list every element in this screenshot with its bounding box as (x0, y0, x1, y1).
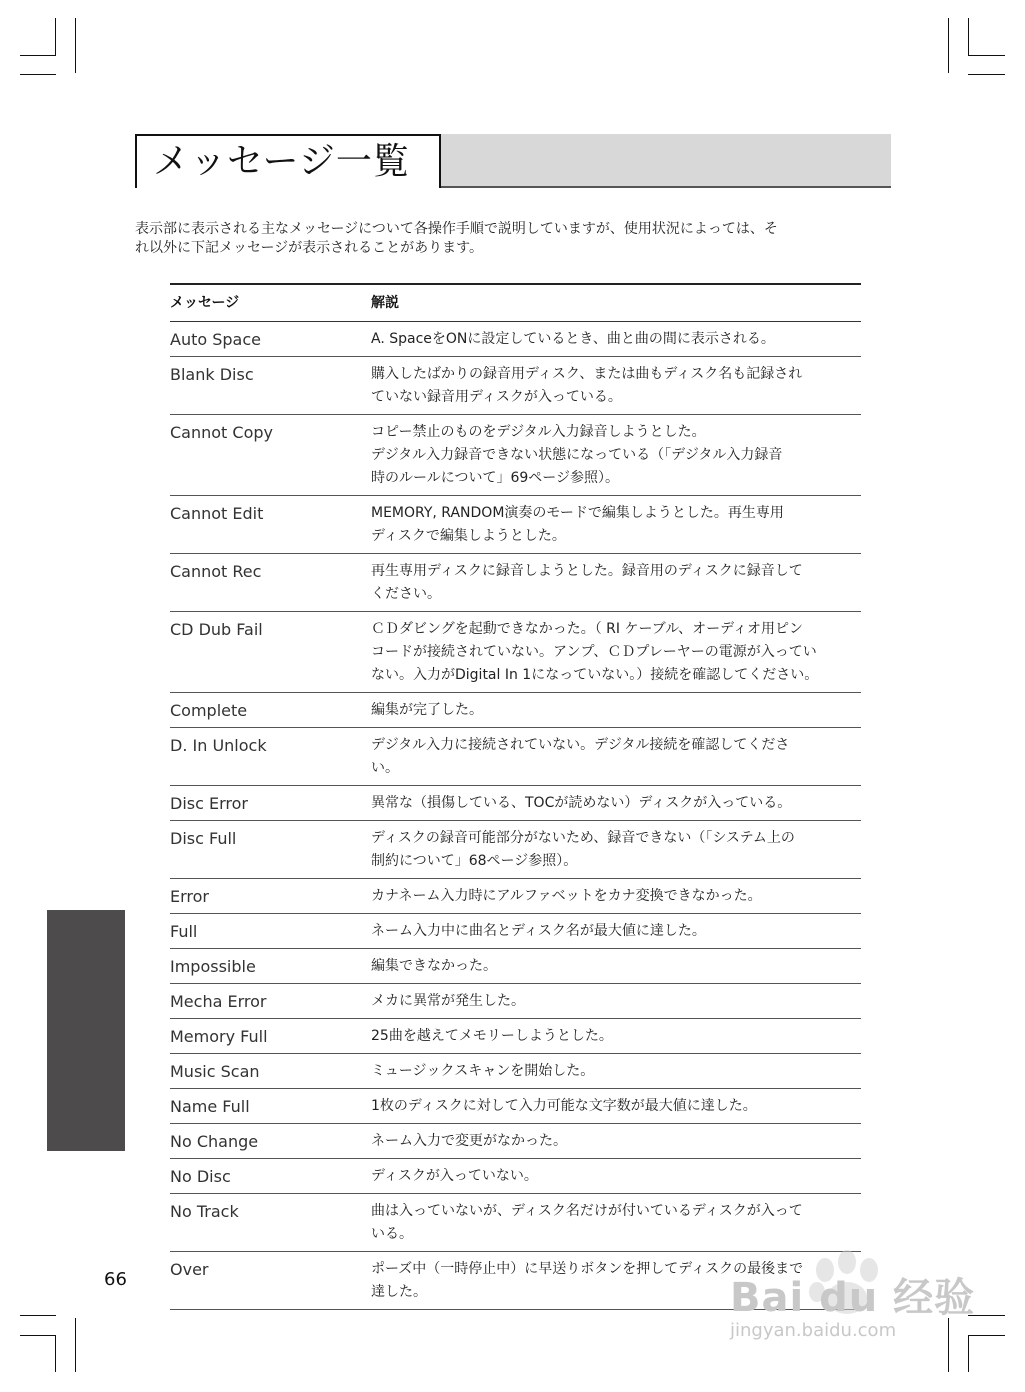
message-cell: No Change (170, 1132, 259, 1151)
crop-mark (55, 1335, 56, 1372)
crop-mark (20, 1335, 56, 1336)
table-row (170, 357, 861, 415)
message-cell: Memory Full (170, 1027, 268, 1046)
description-cell (371, 792, 861, 815)
table-row (170, 322, 861, 357)
message-cell: CD Dub Fail (170, 620, 263, 639)
message-cell: Music Scan (170, 1062, 260, 1081)
table-row (170, 914, 861, 949)
description-cell (371, 502, 861, 548)
crop-mark (968, 74, 1005, 75)
table-row (170, 984, 861, 1019)
description-line: ディスクの録音可能部分がないため、録音できない（「システム上の (371, 830, 795, 846)
description-line: 曲は入っていないが、ディスク名だけが付いているディスクが入って (371, 1203, 803, 1219)
description-cell (371, 955, 861, 978)
description-line: 編集できなかった。 (371, 958, 497, 974)
intro-line: 表示部に表示される主なメッセージについて各操作手順で説明していますが、使用状況によっては、そ (135, 221, 778, 237)
description-line: ミュージックスキャンを開始した。 (371, 1063, 595, 1079)
description-cell (371, 421, 861, 490)
table-header (170, 285, 861, 322)
table-row (170, 879, 861, 914)
intro-paragraph (135, 220, 895, 258)
table-row (170, 728, 861, 786)
description-cell (371, 1060, 861, 1083)
description-cell (371, 885, 861, 908)
description-cell (371, 363, 861, 409)
section-tab (47, 910, 125, 1151)
message-cell: Full (170, 922, 198, 941)
description-line: ネーム入力で変更がなかった。 (371, 1133, 567, 1149)
table-row (170, 612, 861, 693)
description-line: ていない録音用ディスクが入っている。 (371, 389, 622, 405)
table-row (170, 1159, 861, 1194)
message-cell: No Disc (170, 1167, 231, 1186)
table-row (170, 496, 861, 554)
message-cell: Blank Disc (170, 365, 254, 384)
description-cell (371, 1095, 861, 1118)
message-cell: Name Full (170, 1097, 250, 1116)
crop-mark (968, 18, 969, 55)
header-description: 解説 (371, 294, 399, 311)
description-cell (371, 827, 861, 873)
table-row (170, 821, 861, 879)
message-cell: No Track (170, 1202, 239, 1221)
crop-mark (75, 1318, 76, 1372)
watermark-url: jingyan.baidu.com (730, 1320, 897, 1341)
message-cell: Mecha Error (170, 992, 267, 1011)
message-table (170, 283, 861, 1310)
description-line: ネーム入力中に曲名とディスク名が最大値に達した。 (371, 923, 706, 939)
message-cell: Error (170, 887, 209, 906)
message-cell: Auto Space (170, 330, 261, 349)
description-cell (371, 1130, 861, 1153)
crop-mark (968, 1335, 1005, 1336)
description-line: 25曲を越えてメモリーしようとした。 (371, 1028, 613, 1044)
description-line: ディスクで編集しようとした。 (371, 528, 566, 544)
description-line: 時のルールについて」69ページ参照）。 (371, 470, 619, 486)
description-line: ディスクが入っていない。 (371, 1168, 538, 1184)
crop-mark (20, 1315, 56, 1316)
table-row (170, 786, 861, 821)
description-line: コードが接続されていない。アンプ、ＣＤプレーヤーの電源が入ってい (371, 644, 817, 660)
page-title: メッセージ一覧 (153, 141, 410, 182)
description-cell (371, 699, 861, 722)
table-row (170, 949, 861, 984)
description-line: い。 (371, 760, 399, 776)
header-message: メッセージ (170, 294, 240, 311)
description-line: MEMORY, RANDOM演奏のモードで編集しようとした。再生専用 (371, 505, 784, 521)
description-line: ポーズ中（一時停止中）に早送りボタンを押してディスクの最後まで (371, 1261, 804, 1277)
description-line: 再生専用ディスクに録音しようとした。録音用のディスクに録音して (371, 563, 803, 579)
message-cell: Over (170, 1260, 209, 1279)
description-line: カナネーム入力時にアルファベットをカナ変換できなかった。 (371, 888, 762, 904)
description-line: 達した。 (371, 1284, 427, 1300)
description-line: 編集が完了した。 (371, 702, 483, 718)
description-cell (371, 1025, 861, 1048)
message-cell: Cannot Copy (170, 423, 273, 442)
description-line: デジタル入力録音できない状態になっている（「デジタル入力録音 (371, 447, 783, 463)
description-line: ＣＤダビングを起動できなかった。（ RI ケーブル、オーディオ用ピン (371, 621, 803, 637)
crop-mark (20, 55, 56, 56)
message-cell: Impossible (170, 957, 256, 976)
intro-line: れ以外に下記メッセージが表示されることがあります。 (135, 240, 484, 256)
table-row (170, 554, 861, 612)
description-line: 制約について」68ページ参照）。 (371, 853, 578, 869)
table-row (170, 1054, 861, 1089)
description-cell (371, 618, 861, 687)
message-cell: Cannot Rec (170, 562, 262, 581)
message-cell: Disc Error (170, 794, 248, 813)
description-line: デジタル入力に接続されていない。デジタル接続を確認してくださ (371, 737, 790, 753)
table-row (170, 415, 861, 496)
description-line: ください。 (371, 586, 441, 602)
table-row (170, 1089, 861, 1124)
description-cell (371, 990, 861, 1013)
message-cell: Cannot Edit (170, 504, 264, 523)
description-cell (371, 560, 861, 606)
description-line: いる。 (371, 1226, 413, 1242)
page-number: 66 (104, 1269, 127, 1290)
description-cell (371, 920, 861, 943)
description-line: 購入したばかりの録音用ディスク、または曲もディスク名も記録され (371, 366, 803, 382)
description-line: ない。入力がDigital In 1になっていない。）接続を確認してください。 (371, 667, 819, 683)
message-cell: Complete (170, 701, 248, 720)
table-row (170, 693, 861, 728)
crop-mark (20, 74, 56, 75)
description-line: メカに異常が発生した。 (371, 993, 525, 1009)
title-box (135, 134, 441, 188)
title-bar (438, 134, 891, 188)
description-cell (371, 734, 861, 780)
watermark-brand: Bai du 经验 (730, 1275, 976, 1321)
description-cell (371, 1165, 861, 1188)
description-line: 異常な（損傷している、TOCが読めない）ディスクが入っている。 (371, 795, 792, 811)
message-cell: Disc Full (170, 829, 237, 848)
description-cell (371, 328, 861, 351)
message-cell: D. In Unlock (170, 736, 267, 755)
crop-mark (75, 18, 76, 73)
crop-mark (968, 1335, 969, 1372)
table-body (170, 322, 861, 1310)
description-line: A. SpaceをONに設定しているとき、曲と曲の間に表示される。 (371, 331, 775, 347)
description-line: コピー禁止のものをデジタル入力録音しようとした。 (371, 424, 706, 440)
crop-mark (968, 55, 1005, 56)
table-row (170, 1019, 861, 1054)
description-line: 1枚のディスクに対して入力可能な文字数が最大値に達した。 (371, 1098, 757, 1114)
table-row (170, 1124, 861, 1159)
crop-mark (55, 18, 56, 55)
crop-mark (948, 18, 949, 73)
